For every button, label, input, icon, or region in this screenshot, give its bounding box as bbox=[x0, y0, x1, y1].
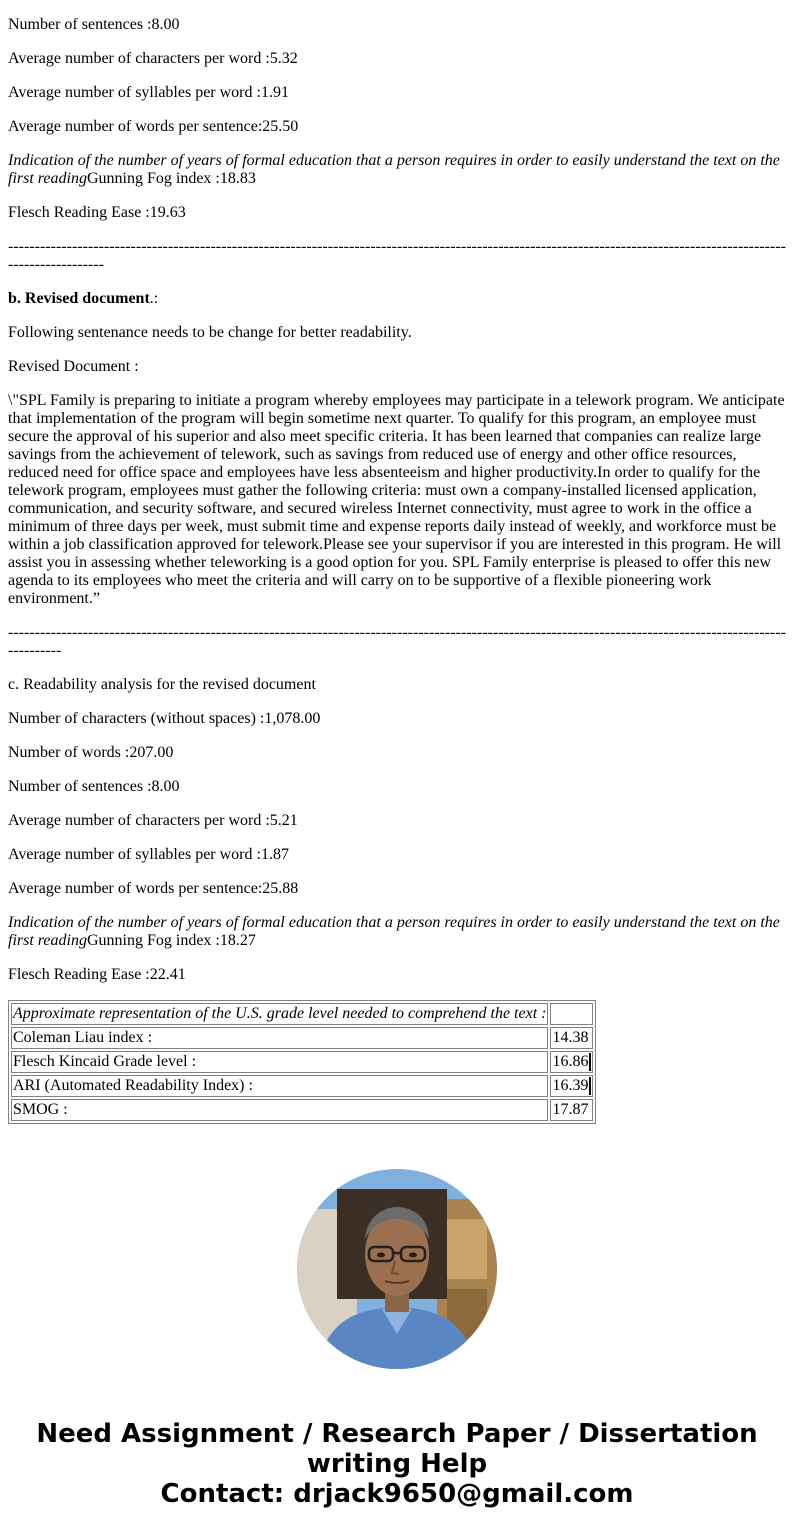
table-cell-value-text: 16.86 bbox=[552, 1053, 589, 1070]
fog-note: Indication of the number of years of formal education that a person requires in order to easily understand the text on the first reading bbox=[8, 152, 780, 187]
table-cell-value: 17.87 bbox=[550, 1099, 593, 1121]
avatar-portrait-icon bbox=[297, 1169, 497, 1369]
table-cell-label: Flesch Kincaid Grade level : bbox=[11, 1051, 548, 1073]
footer-line-2: writing Help bbox=[306, 1449, 488, 1479]
revised-fog-note: Indication of the number of years of formal education that a person requires in order to easily understand the text on the first reading bbox=[8, 914, 780, 949]
table-row bbox=[11, 1027, 593, 1049]
table-row bbox=[11, 1051, 593, 1073]
revised-characters: Number of characters (without spaces) :1,078.00 bbox=[8, 710, 321, 727]
separator: ------------------------------------------------------------------------------------------------------------------------------------------------------------ bbox=[8, 624, 786, 659]
revised-label: Revised Document : bbox=[8, 358, 139, 375]
flesch-reading-ease: Flesch Reading Ease :19.63 bbox=[8, 204, 186, 221]
revised-chars-per-word: Average number of characters per word :5.21 bbox=[8, 812, 298, 829]
table-cell-value bbox=[550, 1075, 593, 1097]
table-row bbox=[11, 1003, 593, 1025]
words-per-sentence: Average number of words per sentence:25.50 bbox=[8, 118, 299, 135]
grade-level-table bbox=[8, 1000, 596, 1124]
table-row bbox=[11, 1099, 593, 1121]
chars-per-word: Average number of characters per word :5.32 bbox=[8, 50, 298, 67]
sentences-count: Number of sentences :8.00 bbox=[8, 16, 180, 33]
grade-table-header-empty bbox=[550, 1003, 593, 1025]
table-cell-label: SMOG : bbox=[11, 1099, 548, 1121]
cell-border-mark bbox=[589, 1077, 591, 1095]
revised-intro: Following sentenance needs to be change for better readability. bbox=[8, 324, 412, 341]
separator: -------------------------------------------------------------------------------------------------------------------------------------------------------------------- bbox=[8, 238, 786, 273]
avatar bbox=[297, 1169, 497, 1369]
document-body bbox=[0, 16, 794, 1124]
revised-flesch: Flesch Reading Ease :22.41 bbox=[8, 966, 186, 983]
fog-value: Gunning Fog index :18.83 bbox=[86, 170, 256, 187]
table-cell-value bbox=[550, 1051, 593, 1073]
revised-analysis-heading: c. Readability analysis for the revised document bbox=[8, 676, 316, 693]
footer-contact: Contact: drjack9650@gmail.com bbox=[160, 1479, 634, 1509]
footer-promo bbox=[0, 1419, 794, 1509]
revised-heading bbox=[8, 290, 786, 308]
grade-table-header-text: Approximate representation of the U.S. grade level needed to comprehend the text : bbox=[13, 1005, 547, 1022]
table-cell-value: 14.38 bbox=[550, 1027, 593, 1049]
grade-table-header bbox=[11, 1003, 548, 1025]
revised-syllables-per-word: Average number of syllables per word :1.87 bbox=[8, 846, 289, 863]
revised-sentences: Number of sentences :8.00 bbox=[8, 778, 180, 795]
table-cell-label: Coleman Liau index : bbox=[11, 1027, 548, 1049]
gunning-fog bbox=[8, 152, 786, 188]
table-row bbox=[11, 1075, 593, 1097]
table-cell-value-text: 16.39 bbox=[552, 1077, 589, 1094]
table-cell-label: ARI (Automated Readability Index) : bbox=[11, 1075, 548, 1097]
cell-border-mark bbox=[589, 1053, 591, 1071]
syllables-per-word: Average number of syllables per word :1.91 bbox=[8, 84, 289, 101]
revised-heading-bold: b. Revised document bbox=[8, 290, 150, 307]
revised-words-per-sentence: Average number of words per sentence:25.88 bbox=[8, 880, 299, 897]
revised-gunning-fog bbox=[8, 914, 786, 950]
revised-heading-rest: .: bbox=[149, 290, 159, 307]
footer-line-1: Need Assignment / Research Paper / Dissertation bbox=[36, 1419, 758, 1449]
revised-body: \"SPL Family is preparing to initiate a program whereby employees may participate in a telework program. We anticipate that implementation of the program will begin sometime next quarter. To qualify for this program, an employee must secure the approval of his superior and also meet specific criteria. It has been learned that companies can realize large savings from the achievement of telework, such as savings from reduced use of energy and other office resources, reduced need for office space and employees have less absenteeism and higher productivity.In order to qualify for the telework program, employees must gather the following criteria: must own a company-installed licensed application, communication, and security software, and secured wireless Internet connectivity, must agree to work in the office a minimum of three days per week, must submit time and expense reports daily instead of weekly, and workforce must be within a job classification approved for telework.Please see your supervisor if you are interested in this program. He will assist you in assessing whether teleworking is a good option for you. SPL Family enterprise is pleased to offer this new agenda to its employees who meet the criteria and will carry on to be supportive of a flexible pioneering work environment.” bbox=[8, 392, 785, 607]
revised-fog-value: Gunning Fog index :18.27 bbox=[86, 932, 256, 949]
revised-words: Number of words :207.00 bbox=[8, 744, 174, 761]
